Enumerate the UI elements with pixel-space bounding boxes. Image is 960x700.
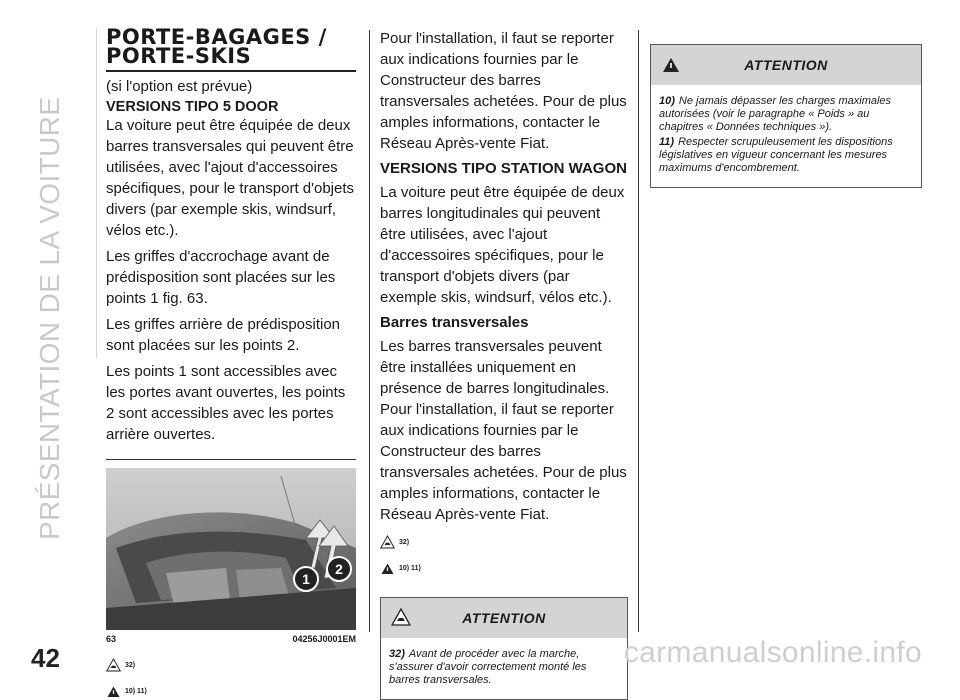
- right-column: [650, 44, 922, 188]
- paragraph: La voiture peut être équipée de deux barres longitudinales qui peuvent être utilisées, avec l'ajout d'accessoires spécifiques, pour le transport d'objets divers (par exemple skis, windsurf, vélos etc.).: [380, 184, 625, 306]
- attention-title: ATTENTION: [462, 610, 546, 626]
- attention-item-text: Ne jamais dépasser les charges maximales autorisées (voir le paragraphe « Poids » au chapitres « Données techniques »).: [659, 95, 892, 133]
- column-divider: [638, 30, 639, 632]
- attention-box: [650, 44, 922, 188]
- warning-ref: [380, 533, 628, 551]
- caution-hand-icon: [106, 684, 121, 698]
- callout-2: 2: [326, 556, 352, 582]
- page-number: 42: [31, 643, 60, 673]
- paragraph: Les points 1 sont accessibles avec les portes avant ouvertes, les points 2 sont accessibles avec les portes arrière ouvertes.: [106, 363, 346, 443]
- attention-box: [380, 597, 628, 700]
- attention-body: [381, 638, 627, 699]
- attention-item-number: 32): [389, 648, 405, 660]
- figure-caption: [106, 634, 356, 644]
- warning-car-icon: [380, 535, 395, 549]
- left-column: [106, 25, 356, 700]
- attention-item: [659, 95, 913, 134]
- versions-sw-heading: VERSIONS TIPO STATION WAGON: [380, 160, 627, 177]
- warning-car-icon: [106, 658, 121, 672]
- section-title-line1: PORTE-BAGAGES /: [106, 25, 327, 49]
- figure-number: 63: [106, 634, 117, 644]
- attention-item-text: Respecter scrupuleusement les dispositions législatives en vigueur concernant les mesures maximums d'encombrement.: [659, 136, 893, 174]
- chapter-title: PRÉSENTATION DE LA VOITURE: [34, 96, 65, 540]
- paragraph: Pour l'installation, il faut se reporter aux indications fournies par le Constructeur des barres transversales achetées. Pour de plus amples informations, contacter le Réseau Après-vente Fiat.: [380, 30, 627, 152]
- section-title-line2: PORTE-SKIS: [106, 44, 252, 68]
- paragraph: Les griffes arrière de prédisposition sont placées sur les points 2.: [106, 316, 341, 354]
- caution-ref-number: 10) 11): [125, 687, 147, 695]
- barres-heading: Barres transversales: [380, 314, 529, 331]
- attention-header: [381, 598, 627, 638]
- attention-item-text: Avant de procéder avec la marche, s'assurer d'avoir correctement monté les barres transversales.: [389, 648, 587, 686]
- watermark: carmanualsonline.info: [623, 636, 922, 669]
- car-roof-figure: [106, 468, 356, 630]
- callout-1: 1: [293, 566, 319, 592]
- car-roof-illustration: [106, 468, 356, 630]
- warning-car-icon: [391, 608, 411, 626]
- attention-body: [651, 85, 921, 187]
- figure-code: 04256J0001EM: [292, 634, 356, 644]
- warning-ref-number: 32): [125, 661, 136, 669]
- caution-ref: [380, 559, 628, 577]
- attention-item: [389, 648, 619, 687]
- option-note: (si l'option est prévue): [106, 78, 253, 95]
- attention-item-number: 10): [659, 95, 675, 107]
- figure-rule: [106, 459, 356, 460]
- warning-ref-number: 32): [399, 538, 410, 546]
- paragraph: Les griffes d'accrochage avant de prédisposition sont placées sur les points 1 fig. 63.: [106, 248, 336, 307]
- caution-hand-icon: [380, 561, 395, 575]
- attention-item: [659, 136, 913, 175]
- paragraph: La voiture peut être équipée de deux barres transversales qui peuvent être utilisées, avec l'ajout d'accessoires spécifiques, pour le transport d'objets divers (par exemple skis, windsurf, vélos etc.).: [106, 117, 355, 239]
- warning-ref: [106, 656, 356, 674]
- attention-item-number: 11): [659, 136, 675, 148]
- paragraph: Les barres transversales peuvent être installées uniquement en présence de barres longitudinales. Pour l'installation, il faut se reporter aux indications fournies par le Constructeur des barres transversales achetées. Pour de plus amples informations, contacter le Réseau Après-vente Fiat.: [380, 338, 627, 523]
- attention-header: [651, 45, 921, 85]
- caution-ref-number: 10) 11): [399, 564, 421, 572]
- middle-column: [380, 28, 628, 700]
- column-divider: [369, 30, 370, 632]
- versions-5door-heading: VERSIONS TIPO 5 DOOR: [106, 99, 279, 115]
- sidebar-rule: [96, 28, 97, 358]
- caution-ref: [106, 682, 356, 700]
- attention-title: ATTENTION: [744, 57, 828, 73]
- section-title: [106, 25, 356, 72]
- caution-hand-icon: [661, 55, 681, 73]
